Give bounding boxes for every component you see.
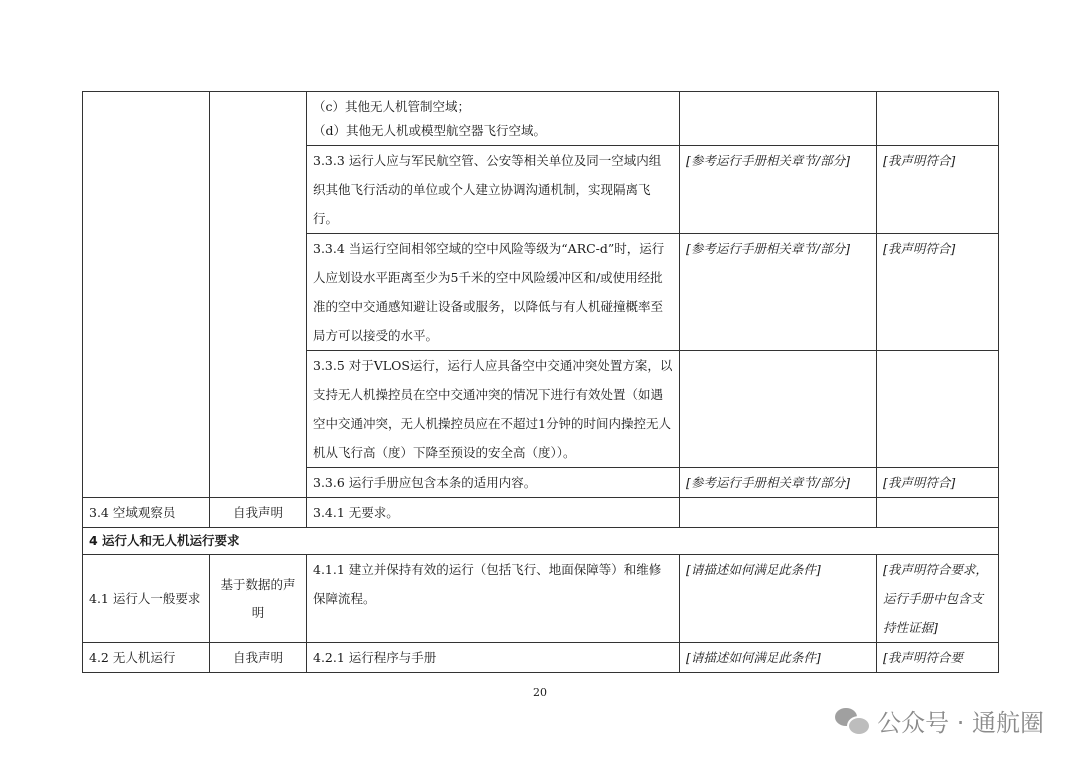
clause-text: 3.3.6 运行手册应包含本条的适用内容。 (313, 475, 537, 490)
type-cell (210, 498, 307, 528)
clause-text: 3.4.1 无要求。 (313, 505, 399, 520)
declaration-cell (877, 92, 999, 146)
reference-cell (680, 92, 877, 146)
declaration-text: [我声明符合] (883, 241, 956, 256)
item-text: 4.1 运行人一般要求 (89, 590, 201, 606)
reference-text: [请描述如何满足此条件] (686, 562, 821, 577)
clause-text: 4.1.1 建立并保持有效的运行（包括飞行、地面保障等）和维修保障流程。 (313, 562, 662, 606)
declaration-text: [我声明符合] (883, 153, 956, 168)
reference-cell (680, 351, 877, 468)
clause-text: 3.3.5 对于VLOS运行，运行人应具备空中交通冲突处置方案，以支持无人机操控员在空中交通冲突的情况下进行有效处置（如遇空中交通冲突，无人机操控员应在不超过1分钟的时间内操控无人机从飞行高（度）下降至预设的安全高（度））。 (313, 358, 673, 460)
table-row (83, 643, 999, 673)
reference-text: [参考运行手册相关章节/部分] (686, 475, 850, 490)
declaration-text: [我声明符合] (883, 475, 956, 490)
type-text: 基于数据的声明 (220, 576, 296, 620)
type-text: 自我声明 (232, 505, 283, 520)
reference-cell (680, 234, 877, 351)
section-heading: 4 运行人和无人机运行要求 (89, 533, 240, 548)
declaration-cell (877, 498, 999, 528)
reference-text: [参考运行手册相关章节/部分] (686, 153, 850, 168)
clause-cell (307, 92, 680, 146)
type-cell (210, 555, 307, 643)
table-row (83, 498, 999, 528)
declaration-cell (877, 555, 999, 643)
requirements-table (82, 91, 999, 673)
clause-cell (307, 643, 680, 673)
section-row (83, 528, 999, 555)
item-cell (83, 643, 210, 673)
clause-cell (307, 555, 680, 643)
item-text: 3.4 空域观察员 (89, 505, 176, 520)
clause-text: 3.3.3 运行人应与军民航空管、公安等相关单位及同一空域内组织其他飞行活动的单位或个人建立协调沟通机制，实现隔离飞行。 (313, 153, 662, 226)
reference-cell (680, 146, 877, 234)
declaration-cell (877, 234, 999, 351)
table-row (83, 92, 999, 146)
clause-cell (307, 498, 680, 528)
clause-line: （c）其他无人机管制空域； (313, 99, 471, 114)
watermark-text: 公众号 · 通航圈 (877, 708, 1044, 737)
reference-cell (680, 643, 877, 673)
declaration-cell (877, 351, 999, 468)
declaration-text: [我声明符合要求，运行手册中包含支持性证据] (883, 562, 988, 635)
clause-cell (307, 468, 680, 498)
wechat-icon (835, 706, 869, 734)
reference-cell (680, 555, 877, 643)
table-row (83, 555, 999, 643)
declaration-text: [我声明符合要 (883, 650, 963, 665)
type-cell (210, 643, 307, 673)
reference-cell (680, 468, 877, 498)
watermark (835, 700, 1044, 740)
declaration-cell (877, 146, 999, 234)
clause-text: 3.3.4 当运行空间相邻空域的空中风险等级为“ARC-d”时，运行人应划设水平距离至少为5千米的空中风险缓冲区和/或使用经批准的空中交通感知避让设备或服务，以降低与有人机碰撞概率至局方可以接受的水平。 (313, 241, 665, 343)
clause-text: 4.2.1 运行程序与手册 (313, 650, 437, 665)
clause-cell (307, 146, 680, 234)
clause-line: （d）其他无人机或模型航空器飞行空域。 (313, 123, 547, 138)
section-heading-cell (83, 528, 999, 555)
type-text: 自我声明 (232, 650, 283, 665)
item-cell (83, 498, 210, 528)
declaration-cell (877, 643, 999, 673)
type-cell (210, 92, 307, 498)
reference-text: [请描述如何满足此条件] (686, 650, 821, 665)
item-cell (83, 555, 210, 643)
page-number: 20 (533, 686, 547, 699)
item-cell (83, 92, 210, 498)
declaration-cell (877, 468, 999, 498)
clause-cell (307, 234, 680, 351)
reference-text: [参考运行手册相关章节/部分] (686, 241, 850, 256)
clause-cell (307, 351, 680, 468)
reference-cell (680, 498, 877, 528)
item-text: 4.2 无人机运行 (89, 650, 176, 665)
